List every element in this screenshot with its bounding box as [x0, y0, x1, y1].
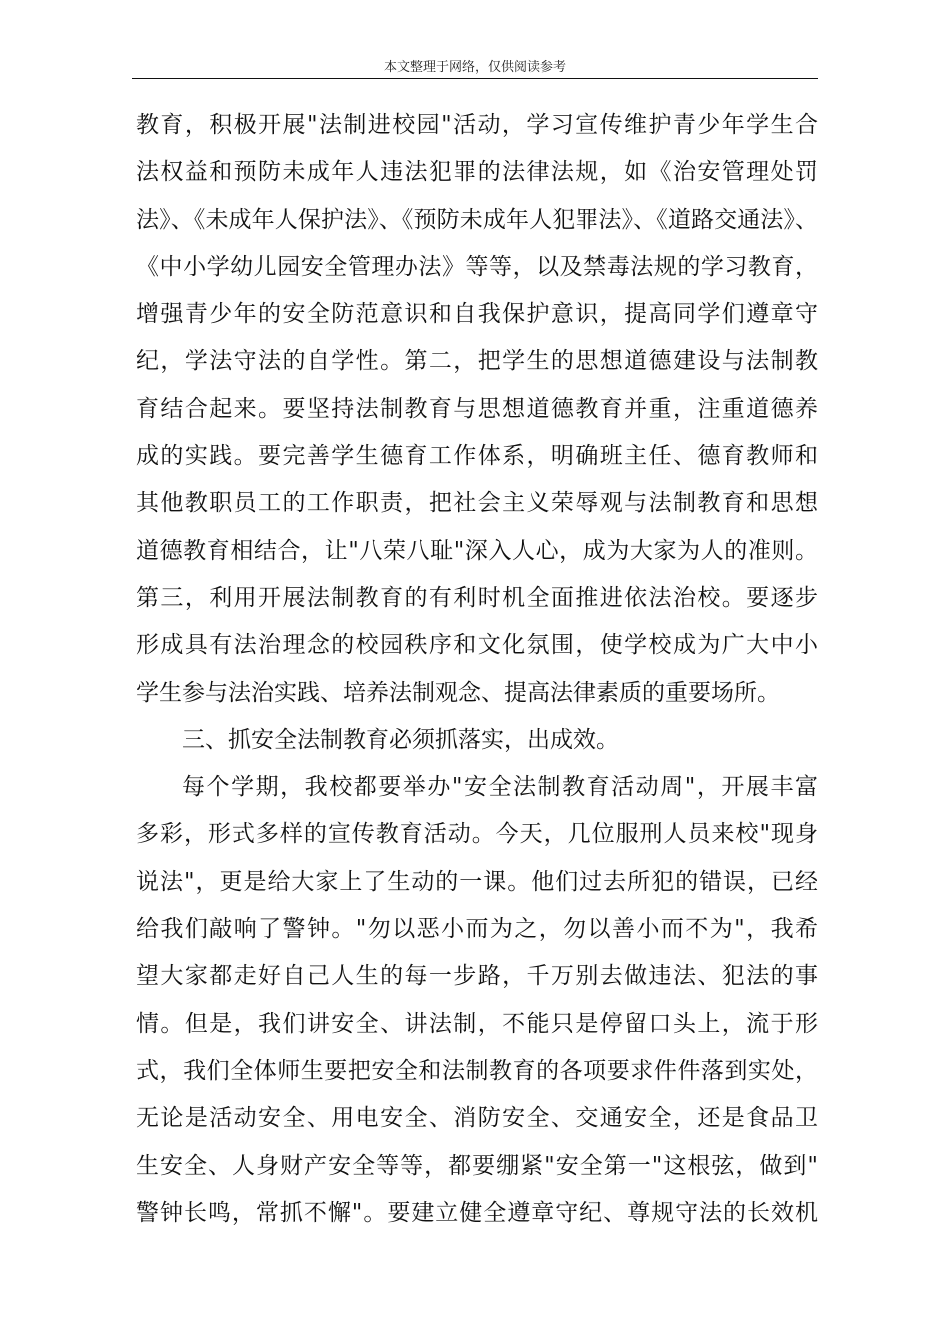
text-line: 增强青少年的安全防范意识和自我保护意识，提高同学们遵章守: [136, 301, 818, 328]
body-text: [136, 102, 818, 1237]
text-line: 说法"，更是给大家上了生动的一课。他们过去所犯的错误，已经: [136, 868, 818, 895]
text-line: 道德教育相结合，让"八荣八耻"深入人心，成为大家为人的准则。: [136, 537, 818, 564]
text-line: 法》、《未成年人保护法》、《预防未成年人犯罪法》、《道路交通法》、: [136, 206, 818, 233]
text-line: 给我们敲响了警钟。"勿以恶小而为之，勿以善小而不为"，我希: [136, 916, 818, 943]
text-line: 其他教职员工的工作职责，把社会主义荣辱观与法制教育和思想: [136, 490, 818, 517]
text-line: 形成具有法治理念的校园秩序和文化氛围，使学校成为广大中小: [136, 632, 818, 659]
text-line: 法权益和预防未成年人违法犯罪的法律法规，如《治安管理处罚: [136, 159, 818, 186]
text-line: 望大家都走好自己人生的每一步路，千万别去做违法、犯法的事: [136, 963, 818, 990]
text-line: 成的实践。要完善学生德育工作体系，明确班主任、德育教师和: [136, 443, 818, 470]
text-line: 警钟长鸣，常抓不懈"。要建立健全遵章守纪、尊规守法的长效机: [136, 1199, 818, 1226]
text-line: 情。但是，我们讲安全、讲法制，不能只是停留口头上，流于形: [136, 1010, 818, 1037]
page-header: 本文整理于网络，仅供阅读参考: [383, 60, 566, 75]
text-line: 教育，积极开展"法制进校园"活动，学习宣传维护青少年学生合: [136, 112, 818, 138]
section-heading: 三、抓安全法制教育必须抓落实，出成效。: [182, 726, 619, 753]
text-line: 多彩，形式多样的宣传教育活动。今天，几位服刑人员来校"现身: [136, 821, 818, 848]
header-rule: [132, 78, 818, 79]
text-line: 每个学期，我校都要举办"安全法制教育活动周"，开展丰富: [182, 774, 818, 801]
text-line: 第三，利用开展法制教育的有利时机全面推进依法治校。要逐步: [136, 584, 818, 611]
text-line: 纪，学法守法的自学性。第二，把学生的思想道德建设与法制教: [136, 348, 818, 375]
text-line: 育结合起来。要坚持法制教育与思想道德教育并重，注重道德养: [136, 395, 818, 422]
text-line: 生安全、人身财产安全等等，都要绷紧"安全第一"这根弦，做到": [136, 1152, 818, 1179]
text-line: 式，我们全体师生要把安全和法制教育的各项要求件件落到实处，: [136, 1057, 818, 1084]
text-line: 学生参与法治实践、培养法制观念、提高法律素质的重要场所。: [136, 679, 780, 706]
text-line: 无论是活动安全、用电安全、消防安全、交通安全，还是食品卫: [136, 1105, 818, 1132]
text-line: 《中小学幼儿园安全管理办法》等等，以及禁毒法规的学习教育，: [136, 253, 818, 280]
